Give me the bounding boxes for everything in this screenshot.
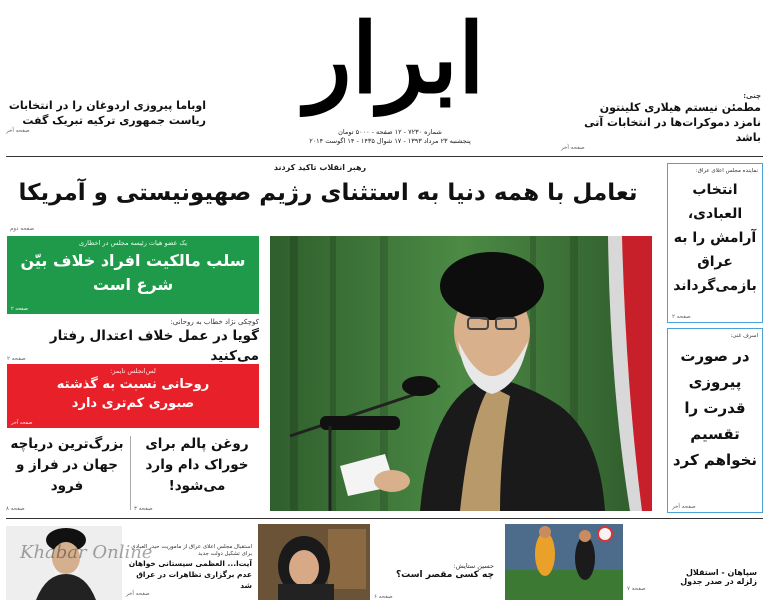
top-right-line2: نامزد دموکرات‌ها در انتخابات آتی باشد [584, 116, 761, 144]
sistani-lead: استقبال مجلس اعلای عراق از ماموریت حیدر العبادی برای تشکیل دولت جدید [131, 544, 252, 557]
top-left-story[interactable] [6, 98, 206, 134]
top-right-kicker: چنی: [743, 92, 761, 100]
side-box-1[interactable] [667, 163, 763, 323]
lake-story[interactable] [6, 434, 128, 512]
side-box-1-text: انتخاب العبادی، آرامش را به عراق بازمی‌گرداند [673, 182, 757, 294]
side-box-2[interactable] [667, 328, 763, 513]
leader-photo-illustration [270, 236, 652, 511]
middle-story-page: صفحه ۲ [7, 356, 26, 362]
palm-oil-text: روغن پالم برای خوراک دام وارد می‌شود! [145, 436, 249, 494]
top-left-line1: اوباما پیروزی اردوغان را در انتخابات [8, 99, 206, 112]
sistani-text: عدم برگزاری تظاهرات در عراق شد [136, 570, 252, 590]
sport-page: صفحه ۷ [627, 586, 646, 592]
top-right-page: صفحه آخر [561, 145, 585, 151]
cleric-portrait-illustration [6, 526, 122, 600]
sport-text-block [627, 568, 757, 592]
red-box-page: صفحه آخر [11, 420, 33, 426]
palm-oil-story[interactable] [134, 434, 260, 512]
green-box-text: سلب مالکیت افراد خلاف بیّن شرع است [20, 251, 246, 294]
bottom-item-setayesh[interactable] [258, 524, 498, 604]
setayesh-text: چه کسی مقصر است؟ [395, 570, 494, 580]
setayesh-page: صفحه ۶ [374, 594, 393, 600]
bottom-item-sport[interactable] [505, 524, 763, 604]
sistani-page: صفحه آخر [126, 591, 150, 597]
date-line: پنجشنبه ۲۳ مرداد ۱۳۹۳ - ۱۷ شوال ۱۴۳۵ - ۱۴ اگوست ۲۰۱۴ [309, 137, 471, 145]
red-box-line2: صبوری کم‌تری دارد [71, 396, 195, 411]
sistani-text-block [126, 544, 252, 597]
top-left-line2: ریاست جمهوری ترکیه تبریک گفت [22, 114, 206, 127]
main-headline-page: صفحه دوم [10, 226, 35, 232]
red-box[interactable] [7, 364, 259, 428]
top-right-story[interactable] [561, 92, 761, 151]
lake-text: بزرگ‌ترین دریاچه جهان در فراز و فرود [10, 436, 124, 494]
watermark: Khabar Online [20, 542, 153, 563]
green-box[interactable] [7, 236, 259, 314]
vertical-divider [130, 436, 131, 510]
sistani-photo [6, 526, 122, 600]
lake-page: صفحه ۸ [6, 506, 25, 512]
red-box-line1: روحانی نسبت به گذشته [56, 377, 210, 392]
middle-story[interactable] [7, 318, 259, 364]
red-box-kicker: لس‌انجلس تایمز: [110, 367, 156, 375]
bottom-item-sistani[interactable] [6, 524, 254, 604]
masthead-info [270, 128, 510, 146]
middle-story-kicker: کوچکی نژاد خطاب به روحانی: [170, 318, 259, 326]
divider-bottom [6, 518, 763, 519]
green-box-page: صفحه ۲ [11, 306, 28, 312]
sport-photo [505, 524, 623, 600]
woman-portrait-illustration [258, 524, 370, 600]
soccer-illustration [505, 524, 623, 600]
setayesh-photo [258, 524, 370, 600]
main-headline[interactable]: تعامل با همه دنیا به استثنای رژیم صهیونیستی و آمریکا [18, 180, 638, 206]
palm-oil-page: صفحه ۳ [134, 506, 153, 512]
masthead-title: ابرار [305, 2, 485, 115]
green-box-kicker: یک عضو هیات رئیسه مجلس در اخطاری [78, 239, 188, 247]
top-left-page: صفحه آخر [6, 128, 30, 134]
setayesh-text-block [374, 562, 494, 600]
side-box-1-page: صفحه ۲ [672, 314, 691, 320]
side-box-2-page: صفحه آخر [672, 504, 696, 510]
middle-story-text: گویا در عمل خلاف اعتدال رفتار می‌کنید [49, 328, 259, 364]
main-photo [270, 236, 652, 511]
top-right-line1: مطمئن نیستم هیلاری کلینتون [599, 101, 761, 114]
issue-line: شماره ۷۲۳۰ - ۱۲ صفحه - ۵۰۰۰ تومان [338, 128, 442, 136]
divider-top [6, 156, 763, 157]
side-box-1-kicker: نماینده مجلس اعلای عراق: [695, 168, 758, 174]
sport-kicker: سپاهان - استقلال [685, 568, 757, 577]
side-box-2-kicker: اسرف غنی: [730, 333, 758, 339]
setayesh-kicker: حسین ستایش: [453, 562, 494, 570]
main-kicker: رهبر انقلاب تاکید کردند [273, 163, 367, 172]
side-box-2-text: در صورت پیروزی قدرت را تقسیم نخواهم کرد [672, 347, 758, 469]
sistani-kicker: آیت‌ا... العظمی سیستانی خواهان [128, 559, 252, 568]
sport-text: زلزله در صدر جدول [680, 577, 757, 586]
